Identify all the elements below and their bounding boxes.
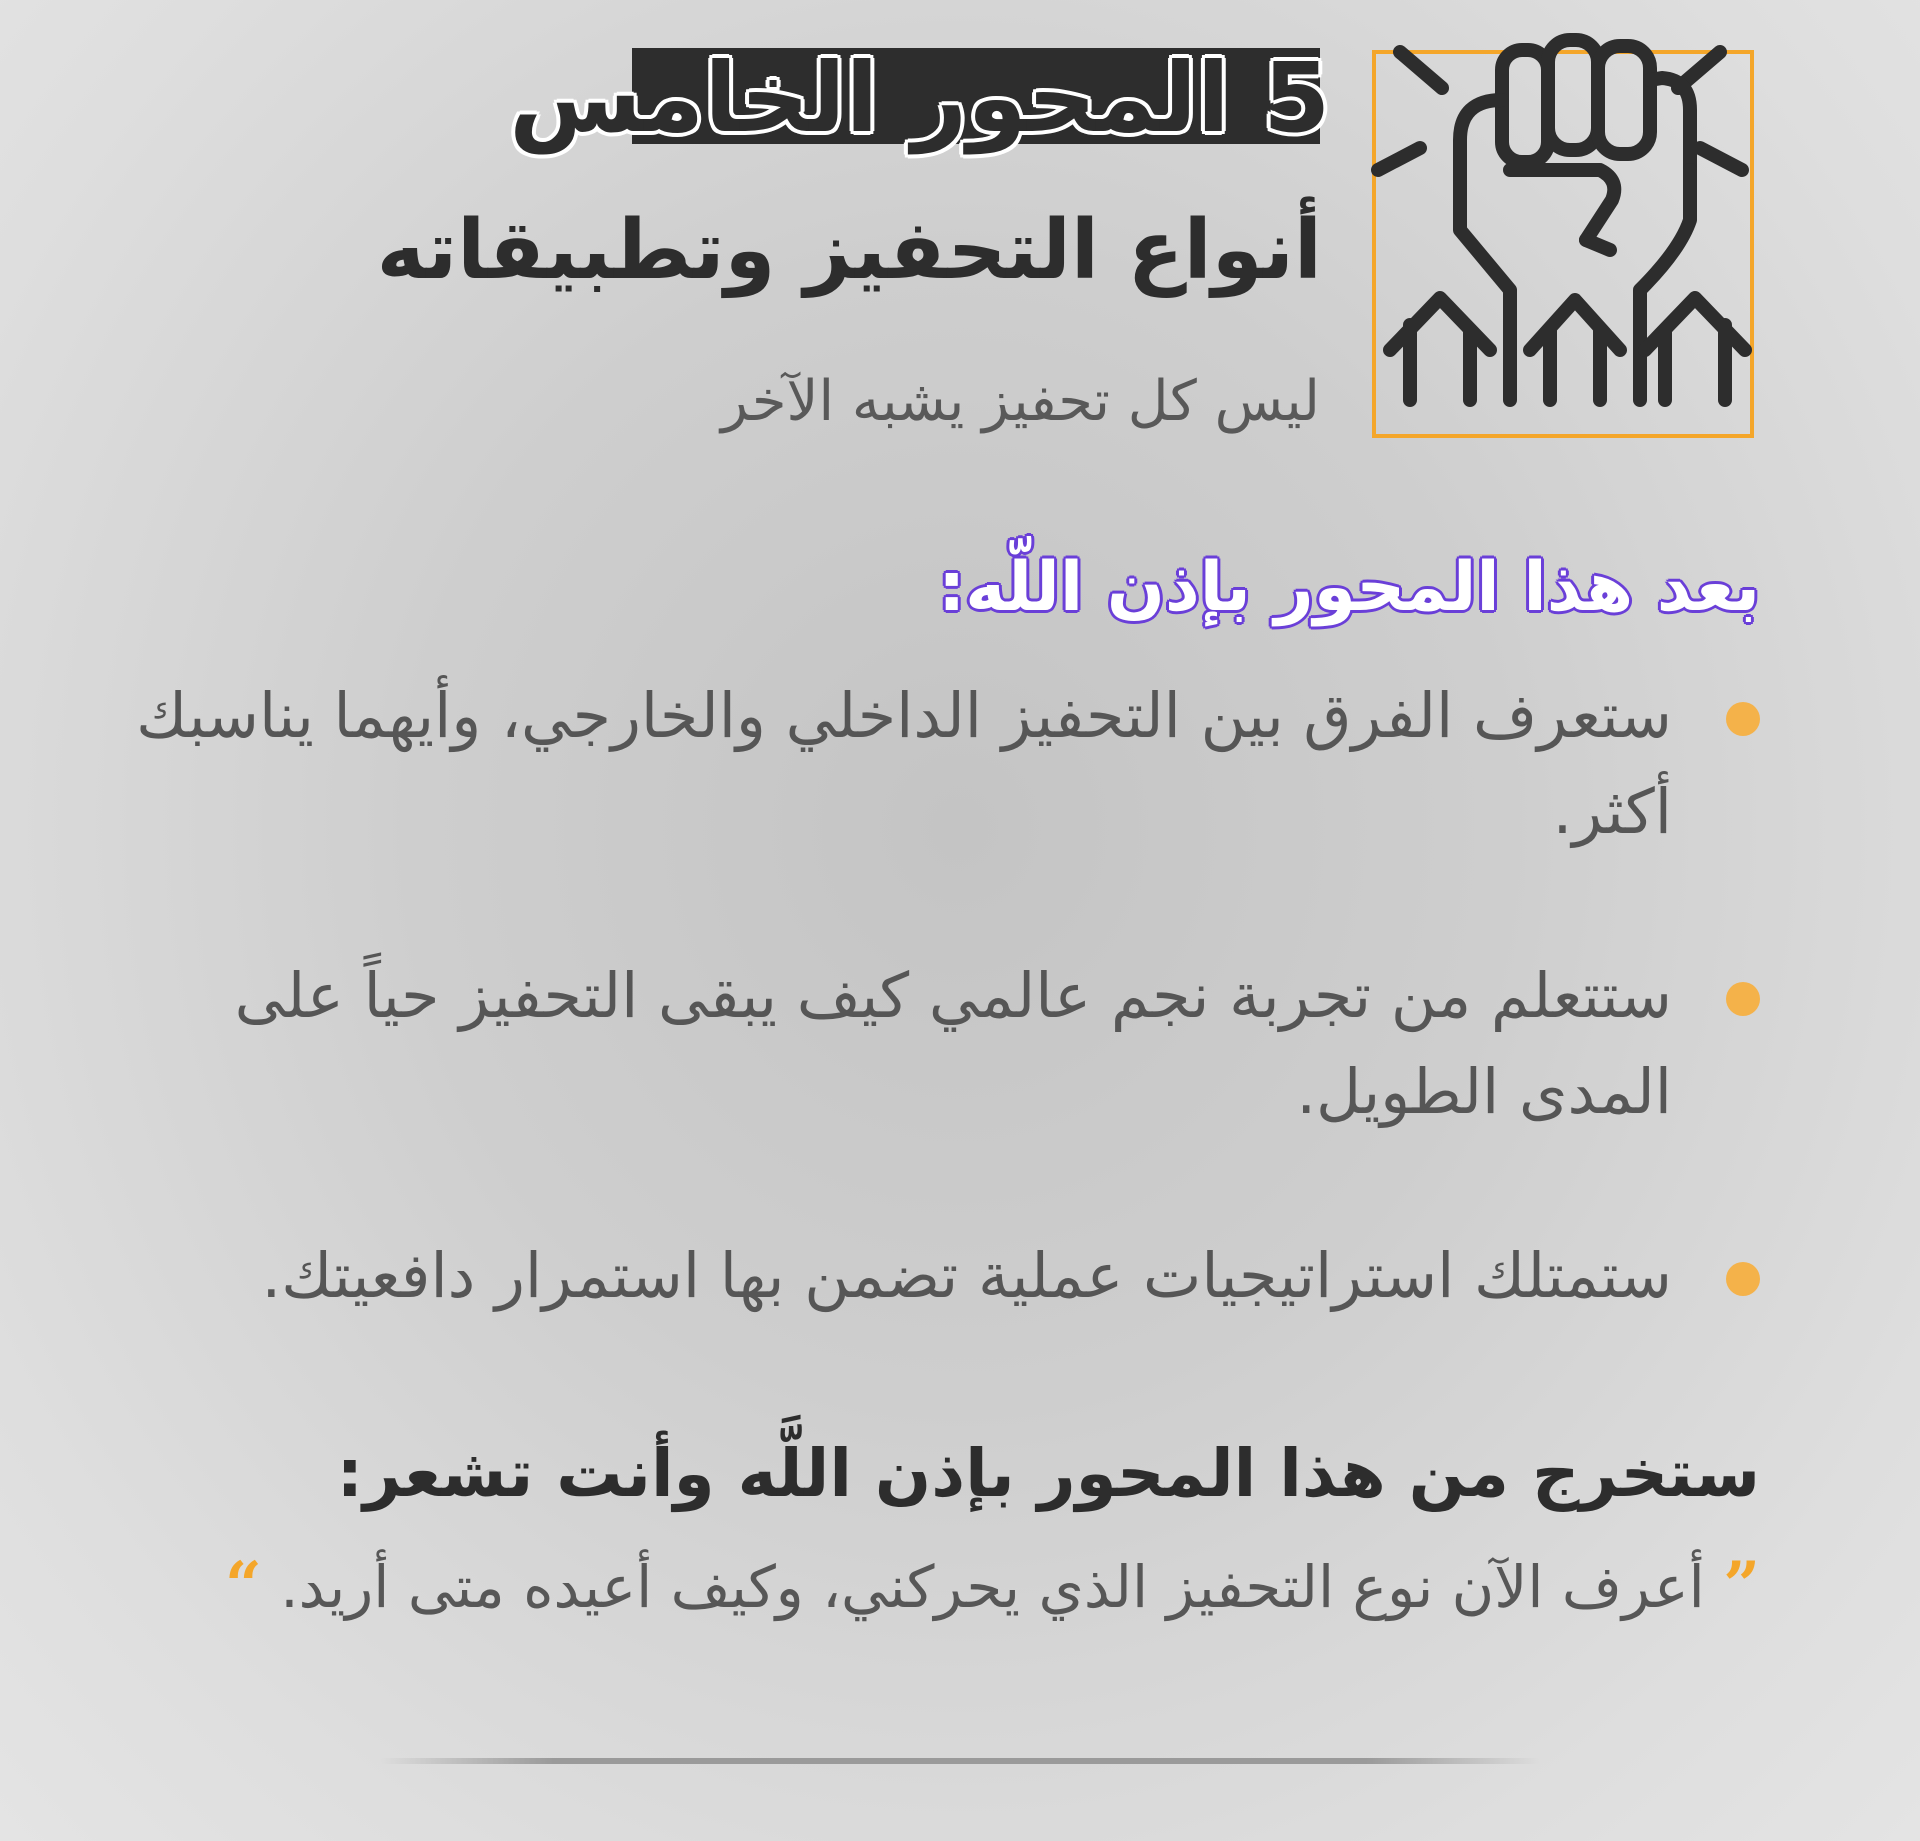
goal-text: ستمتلك استراتيجيات عملية تضمن بها استمرار دافعيتك. xyxy=(261,1239,1672,1312)
outcome-heading: ستخرج من هذا المحور بإذن اللَّه وأنت تشعر: xyxy=(336,1435,1760,1512)
quote-text: أعرف الآن نوع التحفيز الذي يحركني، وكيف أعيده متى أريد. xyxy=(280,1553,1705,1621)
list-item xyxy=(132,1228,1760,1324)
bullet-dot-icon xyxy=(1726,702,1760,736)
chapter-badge: 5 المحور الخامس xyxy=(509,42,1330,154)
bullet-dot-icon xyxy=(1726,982,1760,1016)
page-title: أنواع التحفيز وتطبيقاته xyxy=(376,203,1322,298)
list-item xyxy=(132,948,1760,1140)
raised-fist-arrows-icon xyxy=(1350,20,1770,420)
divider xyxy=(380,1758,1540,1764)
goals-heading: بعد هذا المحور بإذن اللّه: xyxy=(938,548,1760,627)
open-quote-icon: ” xyxy=(1723,1548,1760,1623)
close-quote-icon: “ xyxy=(224,1548,262,1623)
page-subtitle: ليس كل تحفيز يشبه الآخر xyxy=(721,369,1320,434)
outcome-quote xyxy=(225,1538,1760,1635)
goals-list xyxy=(120,668,1760,1324)
goal-text: ستعرف الفرق بين التحفيز الداخلي والخارجي، وأيهما يناسبك أكثر. xyxy=(136,679,1672,848)
list-item xyxy=(132,668,1760,860)
goal-text: ستتعلم من تجربة نجم عالمي كيف يبقى التحفيز حياً على المدى الطويل. xyxy=(234,959,1672,1128)
bullet-dot-icon xyxy=(1726,1262,1760,1296)
